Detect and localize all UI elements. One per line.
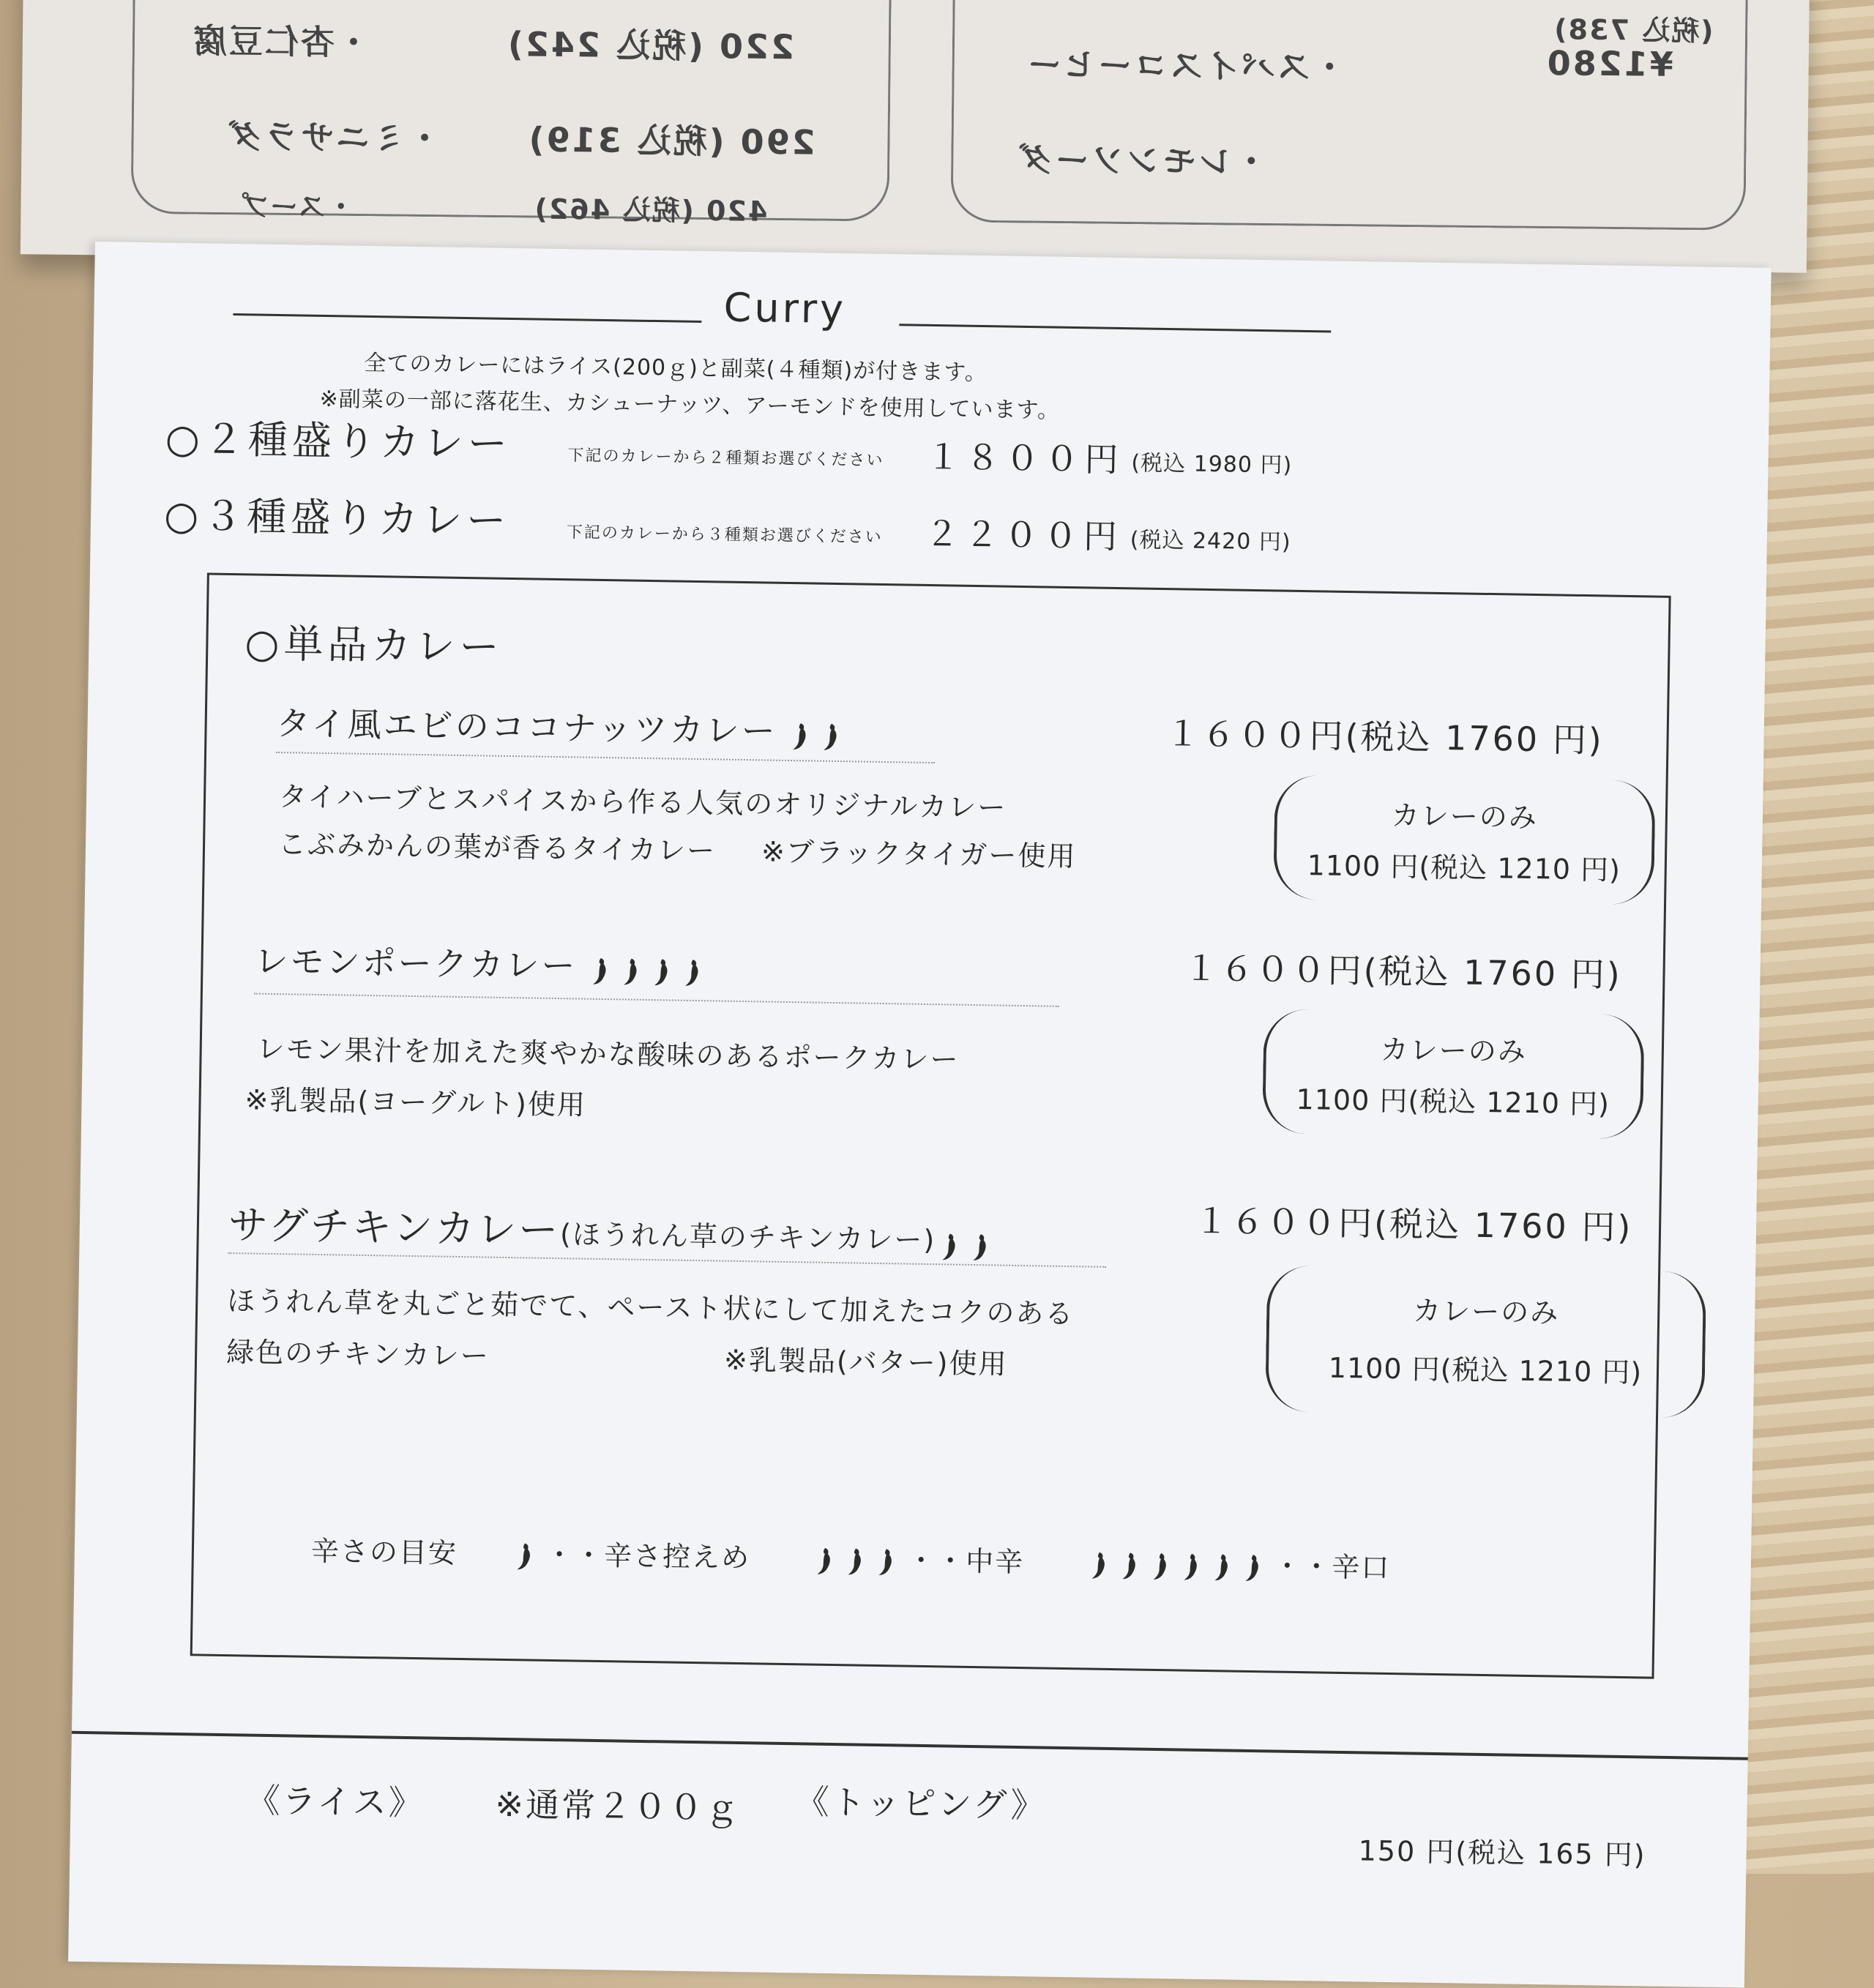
top-right-price-1: ¥1280 [1545,43,1674,84]
spice-guide-medium-icons [815,1543,908,1577]
top-right-tax: (税込 738) [1552,13,1714,48]
item-thai-shrimp-spice [790,711,852,752]
chili-pepper-icon [1119,1551,1139,1580]
item-sag-chicken-note: ※乳製品(バター)使用 [723,1343,1008,1380]
item-sag-chicken-spice [939,1238,1001,1253]
chili-pepper-icon [821,720,840,749]
item-sag-chicken-only-bracket [1265,1265,1706,1418]
folded-top-page [20,0,1810,273]
topping-heading: 《トッピング》 [795,1782,1048,1826]
chili-pepper-icon [1150,1551,1170,1580]
chili-pepper-icon [939,1232,959,1261]
top-right-item-1: ・スパイスコーヒー [1025,44,1347,88]
item-lemon-pork-only-bracket [1262,1009,1645,1139]
chili-pepper-icon [621,954,641,984]
topping-partial-price: 150 円(税込 165 円) [1358,1834,1646,1872]
combo-2-name: ○２種盛りカレー [165,415,512,467]
curry-menu-sheet [68,242,1772,1988]
top-left-item-2: ・ミニサラダ [226,116,442,159]
item-thai-shrimp-only-bracket [1273,774,1656,905]
item-lemon-pork-price: １６００円(税込 1760 円) [1184,948,1623,995]
item-sag-chicken-sub: (ほうれん草のチキンカレー) [559,1218,936,1257]
combo-3-tax: (税込 2420 円) [1130,527,1291,556]
item-sag-chicken-desc-1: ほうれん草を丸ごと茹でて、ペースト状にして加えたコクのある [226,1285,1075,1331]
chili-pepper-icon [1089,1550,1108,1580]
rice-heading: 《ライス》 [246,1780,425,1823]
spice-guide-mild-icons [515,1538,546,1571]
item-lemon-pork-only-label: カレーのみ [1380,1033,1528,1068]
item-thai-shrimp-price: １６００円(税込 1760 円) [1165,714,1605,761]
item-sag-chicken-only-price: 1100 円(税込 1210 円) [1328,1351,1643,1389]
item-sag-chicken-label: サグチキンカレー [228,1202,561,1254]
chili-pepper-icon [652,955,671,984]
item-lemon-pork-desc-1: レモン果汁を加えた爽やかな酸味のあるポークカレー [256,1032,960,1076]
item-lemon-pork-label: レモンポークカレー [254,941,578,986]
item-sag-chicken-price: １６００円(税込 1760 円) [1194,1200,1633,1248]
chili-pepper-icon [876,1547,896,1576]
item-lemon-pork-only-price: 1100 円(税込 1210 円) [1296,1083,1610,1121]
top-left-price-3: 420 (税込 462) [533,193,768,228]
heading-rule-right [899,324,1331,332]
top-left-price-2: 290 (税込 319) [526,119,815,162]
curry-heading: Curry [723,284,847,333]
spice-guide-medium: ・・中辛 [906,1544,1025,1579]
item-thai-shrimp-label: タイ風エビのココナッツカレー [276,703,778,751]
combo-3-desc: 下記のカレーから３種類お選びください [566,523,883,547]
item-lemon-pork-dotline [254,993,1059,1007]
single-curry-box [190,572,1671,1678]
combo-3-name: ○３種盛りカレー [163,492,511,544]
bottom-section-rule [72,1731,1748,1760]
top-left-price-1: 220 (税込 242) [505,24,795,67]
item-sag-chicken-desc-2: 緑色のチキンカレー [225,1336,490,1372]
curry-note-allergen: ※副菜の一部に落花生、カシューナッツ、アーモンドを使用しています。 [319,386,1061,424]
spice-guide-mild: ・・辛さ控えめ [545,1538,751,1574]
chili-pepper-icon [1242,1552,1262,1582]
combo-2-desc: 下記のカレーから２種類お選びください [567,446,884,470]
spice-guide-hot-icons [1089,1547,1274,1582]
rice-note: ※通常２００ｇ [495,1784,742,1828]
item-thai-shrimp-name [276,697,852,754]
item-sag-chicken-only-label: カレーのみ [1412,1294,1560,1329]
item-sag-chicken-name [228,1194,1001,1263]
chili-pepper-icon [590,954,610,983]
item-thai-shrimp-note: ※ブラックタイガー使用 [761,835,1077,873]
spice-guide-hot: ・・辛口 [1273,1550,1391,1585]
chili-pepper-icon [790,719,810,748]
heading-rule-left [233,313,701,323]
spice-guide-label: 辛さの目安 [310,1534,458,1569]
combo-3-price: ２２００円 [925,513,1124,557]
spice-guide [311,1528,1391,1585]
item-lemon-pork-desc-2: ※乳製品(ヨーグルト)使用 [244,1083,587,1121]
top-left-item-3: ・スープ [240,190,355,223]
chili-pepper-icon [515,1542,534,1571]
chili-pepper-icon [1212,1552,1231,1582]
item-thai-shrimp-desc-2: こぶみかんの葉が香るタイカレー [277,828,717,867]
top-left-item-1: ・杏仁豆腐 [190,20,371,63]
item-lemon-pork-name [254,935,714,990]
single-curry-title: ○単品カレー [244,620,504,670]
item-lemon-pork-spice [590,946,714,988]
item-thai-shrimp-only-price: 1100 円(税込 1210 円) [1307,849,1621,886]
top-right-item-2: ・レモンソーダ [1017,139,1269,182]
combo-2-tax: (税込 1980 円) [1131,450,1293,479]
chili-pepper-icon [845,1547,865,1576]
combo-2-price: １８００円 [926,436,1124,480]
item-thai-shrimp-only-label: カレーのみ [1391,799,1539,834]
chili-pepper-icon [815,1546,835,1575]
chili-pepper-icon [682,955,702,984]
item-thai-shrimp-desc-1: タイハーブとスパイスから作る人気のオリジナルカレー [278,780,1007,824]
chili-pepper-icon [970,1232,990,1261]
curry-note-rice: 全てのカレーにはライス(200ｇ)と副菜(４種類)が付きます。 [364,350,988,386]
chili-pepper-icon [1181,1552,1201,1581]
